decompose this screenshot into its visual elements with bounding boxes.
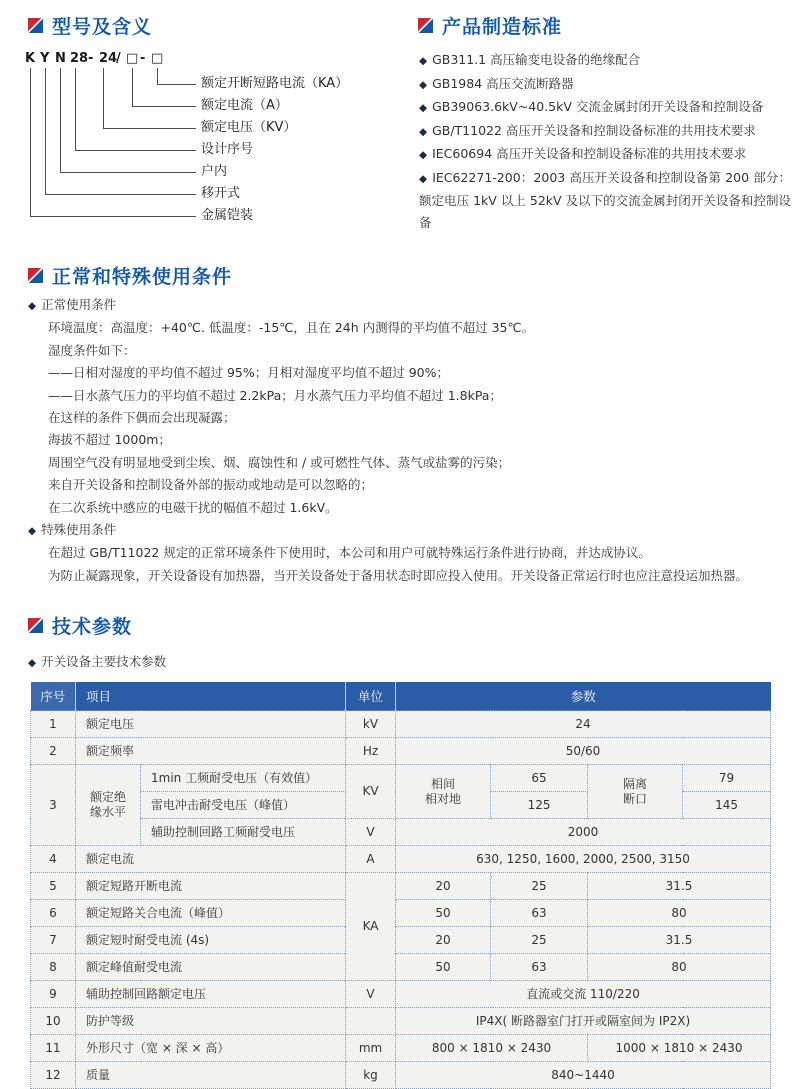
cell-item — [76, 765, 141, 846]
cell-item: 额定短路关合电流（峰值） — [76, 900, 346, 927]
model-label: 额定电流（A） — [201, 98, 288, 113]
condition-text: 在二次系统中感应的电磁干扰的幅值不超过 1.6kV。 — [48, 499, 338, 515]
cell-value: 145 — [683, 792, 771, 819]
cell-no: 2 — [31, 738, 76, 765]
model-label: 设计序号 — [201, 142, 254, 157]
cell-no: 9 — [31, 981, 76, 1008]
model-char: 24 — [99, 51, 118, 66]
cell-item: 质量 — [76, 1062, 346, 1089]
cell-unit: A — [346, 846, 396, 873]
list-item — [419, 49, 791, 73]
cell-value: 31.5 — [588, 873, 771, 900]
section-title: 技术参数 — [52, 616, 133, 638]
table-subtitle — [28, 652, 166, 670]
table-row — [31, 711, 771, 738]
cell-subitem: 1min 工频耐受电压（有效值） — [141, 765, 346, 792]
cell-value: 80 — [588, 900, 771, 927]
table-row — [31, 738, 771, 765]
cell-no: 4 — [31, 846, 76, 873]
cell-unit: V — [346, 981, 396, 1008]
col-header-item: 项目 — [76, 682, 346, 711]
cell-unit: kg — [346, 1062, 396, 1089]
condition-text: 来自开关设备和控制设备外部的振动或地动是可以忽略的； — [48, 477, 374, 493]
sub-heading — [28, 519, 790, 542]
condition-text: 湿度条件如下： — [48, 342, 136, 358]
cell-value: 25 — [491, 927, 588, 954]
section-header-params — [28, 612, 132, 639]
table-header-row — [31, 682, 771, 711]
model-label: 户内 — [201, 164, 228, 179]
cell-unit: kV — [346, 711, 396, 738]
cell-value: 630, 1250, 1600, 2000, 2500, 3150 — [396, 846, 771, 873]
diamond-bullet-icon: ◆ — [28, 300, 37, 312]
condition-text: ——日相对湿度的平均值不超过 95%；月相对湿度平均值不超过 90%； — [48, 365, 450, 381]
section-header-standards — [418, 12, 562, 39]
cell-value: 2000 — [396, 819, 771, 846]
cell-value: 1000 × 1810 × 2430 — [588, 1035, 771, 1062]
cell-item-line: 缘水平 — [89, 805, 126, 819]
standard-text: GB39063.6kV~40.5kV 交流金属封闭开关设备和控制设备 — [432, 99, 764, 114]
model-char: Y — [40, 51, 50, 66]
cell-no: 8 — [31, 954, 76, 981]
cell-value: 50 — [396, 954, 491, 981]
condition-text: 在这样的条件下偶而会出现凝露； — [48, 410, 236, 426]
diamond-bullet-icon: ◆ — [28, 525, 37, 538]
section-marker-icon — [418, 18, 433, 33]
cell-item: 额定峰值耐受电流 — [76, 954, 346, 981]
table-row — [31, 846, 771, 873]
cell-value: 63 — [491, 954, 588, 981]
list-item — [419, 120, 791, 144]
cell-item: 额定频率 — [76, 738, 346, 765]
conditions-body — [28, 294, 790, 587]
diamond-bullet-icon: ◆ — [419, 102, 428, 114]
cell-item: 防护等级 — [76, 1008, 346, 1035]
cell-no: 6 — [31, 900, 76, 927]
list-item — [419, 143, 791, 167]
cell-unit: Hz — [346, 738, 396, 765]
table-row — [31, 954, 771, 981]
diamond-bullet-icon: ◆ — [419, 125, 428, 138]
cell-subitem: 雷电冲击耐受电压（峰值） — [141, 792, 346, 819]
list-item — [419, 167, 791, 234]
cell-no: 12 — [31, 1062, 76, 1089]
cell-value: 24 — [396, 711, 771, 738]
cell-label-line: 断口 — [623, 791, 648, 806]
cell-value: 50/60 — [396, 738, 771, 765]
col-header-value: 参数 — [396, 682, 771, 711]
table-subtitle-text: 开关设备主要技术参数 — [41, 654, 167, 669]
section-marker-icon — [28, 618, 43, 633]
cell-item: 外形尺寸（宽 × 深 × 高） — [76, 1035, 346, 1062]
cell-value: 125 — [491, 792, 588, 819]
diamond-bullet-icon: ◆ — [419, 78, 428, 91]
model-char: / — [116, 51, 121, 66]
cell-value: 800 × 1810 × 2430 — [396, 1035, 588, 1062]
model-label: 金属铠装 — [201, 208, 254, 223]
cell-value: 直流或交流 110/220 — [396, 981, 771, 1008]
table-row — [31, 765, 771, 792]
condition-text: 在超过 GB/T11022 规定的正常环境条件下使用时，本公司和用户可就特殊运行条件进行协商，并达成协议。 — [48, 545, 651, 561]
table-row — [31, 1035, 771, 1062]
list-item — [419, 73, 791, 97]
diamond-bullet-icon: ◆ — [419, 172, 428, 185]
cell-label-line: 相间 — [431, 776, 456, 791]
table-row — [31, 819, 771, 846]
cell-no: 11 — [31, 1035, 76, 1062]
table-row — [31, 873, 771, 900]
cell-item: 辅助控制回路额定电压 — [76, 981, 346, 1008]
standard-text: IEC62271-200：2003 高压开关设备和控制设备第 200 部分：额定电压 1kV 以上 52kV 及以下的交流金属封闭开关设备和控制设备 — [419, 169, 791, 230]
cell-no: 1 — [31, 711, 76, 738]
condition-text: 周围空气没有明显地受到尘埃、烟、腐蚀性和 / 或可燃性气体、蒸气或盐雾的污染； — [48, 454, 511, 470]
standard-text: IEC60694 高压开关设备和控制设备标准的共用技术要求 — [432, 146, 747, 161]
list-item — [419, 96, 791, 120]
cell-unit: V — [346, 819, 396, 846]
model-char: N — [55, 51, 66, 66]
cell-value: 80 — [588, 954, 771, 981]
model-label: 额定电压（KV） — [201, 120, 297, 135]
cell-no: 3 — [31, 765, 76, 846]
cell-unit: KA — [346, 873, 396, 981]
tech-params-table — [30, 682, 771, 1089]
section-marker-icon — [28, 268, 43, 283]
standard-text: GB/T11022 高压开关设备和控制设备标准的共用技术要求 — [432, 122, 756, 138]
cell-no: 5 — [31, 873, 76, 900]
cell-value: 31.5 — [588, 927, 771, 954]
sub-heading — [28, 294, 790, 317]
table-row — [31, 900, 771, 927]
placeholder-box: □ — [126, 51, 139, 66]
cell-value: 20 — [396, 873, 491, 900]
cell-unit — [346, 1008, 396, 1035]
condition-text: 海拔不超过 1000m； — [48, 432, 171, 448]
cell-subitem: 辅助控制回路工频耐受电压 — [141, 819, 346, 846]
cell-value: 20 — [396, 927, 491, 954]
section-title: 型号及含义 — [52, 16, 153, 38]
placeholder-box: □ — [151, 51, 164, 66]
table-row — [31, 927, 771, 954]
sub-heading-text: 特殊使用条件 — [41, 522, 117, 538]
diamond-bullet-icon: ◆ — [419, 149, 428, 161]
cell-item: 额定短路开断电流 — [76, 873, 346, 900]
connector-line — [30, 68, 196, 217]
col-header-unit: 单位 — [346, 682, 396, 711]
cell-value: 25 — [491, 873, 588, 900]
cell-value-label — [396, 765, 491, 819]
sub-heading-text: 正常使用条件 — [41, 297, 117, 312]
model-char: - — [140, 51, 146, 66]
model-char: 28 — [70, 51, 89, 66]
cell-value: 840~1440 — [396, 1062, 771, 1089]
standards-list — [419, 49, 791, 233]
condition-text: 环境温度：高温度：+40℃. 低温度：-15℃，且在 24h 内测得的平均值不超过 35℃。 — [48, 320, 535, 336]
col-header-no: 序号 — [31, 682, 76, 711]
cell-label-line: 隔离 — [623, 776, 648, 791]
cell-value: 50 — [396, 900, 491, 927]
model-char: K — [25, 51, 36, 66]
table-row — [31, 981, 771, 1008]
section-title: 产品制造标准 — [442, 16, 563, 38]
section-title: 正常和特殊使用条件 — [52, 266, 233, 288]
condition-text: 为防止凝露现象，开关设备设有加热器，当开关设备处于备用状态时即应投入使用。开关设备正常运行时也应注意投运加热器。 — [48, 567, 749, 583]
cell-item: 额定电流 — [76, 846, 346, 873]
model-label: 移开式 — [201, 186, 241, 201]
section-header-model — [28, 12, 152, 39]
cell-value: 63 — [491, 900, 588, 927]
standard-text: GB311.1 高压输变电设备的绝缘配合 — [432, 52, 641, 67]
cell-item: 额定短时耐受电流 (4s) — [76, 927, 346, 954]
cell-value-label — [588, 765, 683, 819]
cell-unit: mm — [346, 1035, 396, 1062]
table-row — [31, 1008, 771, 1035]
standard-text: GB1984 高压交流断路器 — [432, 75, 574, 91]
diamond-bullet-icon: ◆ — [419, 55, 428, 67]
cell-no: 10 — [31, 1008, 76, 1035]
section-header-conditions — [28, 262, 232, 289]
model-char: - — [88, 51, 94, 66]
diamond-bullet-icon: ◆ — [28, 657, 37, 669]
cell-unit: KV — [346, 765, 396, 819]
cell-item: 额定电压 — [76, 711, 346, 738]
section-marker-icon — [28, 18, 43, 33]
cell-item-line: 额定绝 — [89, 790, 126, 804]
cell-label-line: 相对地 — [425, 791, 462, 806]
model-label: 额定开断短路电流（KA） — [201, 76, 349, 91]
cell-value: 79 — [683, 765, 771, 792]
cell-value: 65 — [491, 765, 588, 792]
table-row — [31, 1062, 771, 1089]
cell-no: 7 — [31, 927, 76, 954]
cell-value: IP4X( 断路器室门打开或隔室间为 IP2X) — [396, 1008, 771, 1035]
condition-text: ——日水蒸气压力的平均值不超过 2.2kPa；月水蒸气压力平均值不超过 1.8kPa； — [48, 387, 502, 403]
